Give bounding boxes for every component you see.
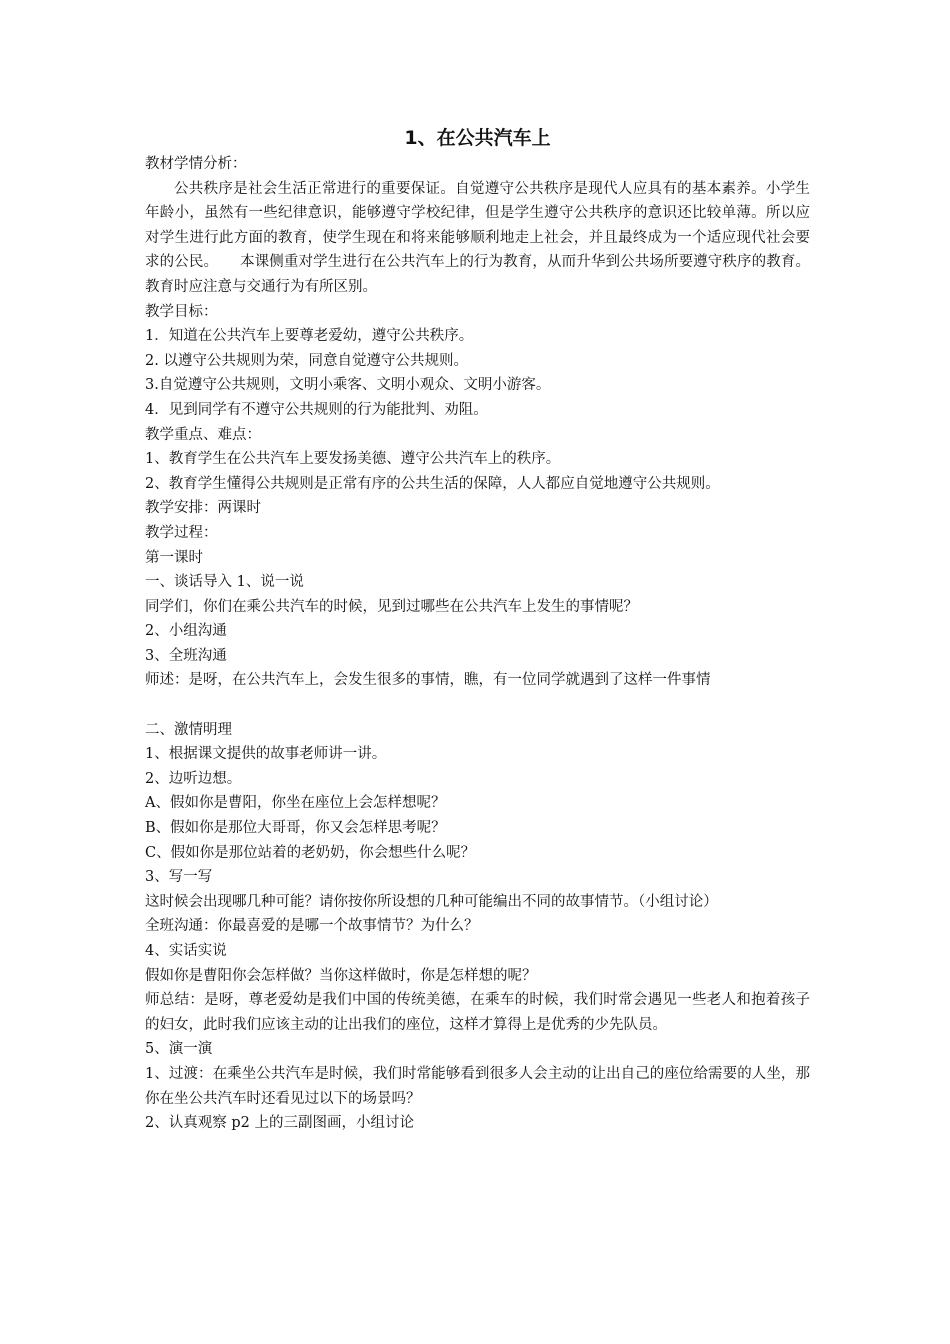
reasoning-item-1: 1、根据课文提供的故事老师讲一讲。 <box>145 746 387 763</box>
reasoning-item-5: 5、演一演 <box>145 1041 213 1058</box>
section-heading-analysis: 教材学情分析： <box>145 156 247 172</box>
schedule-line: 教学安排：两课时 <box>145 500 261 517</box>
goal-item-2: 2. 以遵守公共规则为荣，同意自觉遵守公共规则。 <box>145 352 468 369</box>
class-discussion: 全班沟通：你最喜爱的是哪一个故事情节？为什么？ <box>145 918 479 935</box>
teacher-summary: 师总结：是呀，尊老爱幼是我们中国的传统美德，在乘车的时候，我们时常会遇见一些老人和抱着孩子的妇女，此时我们应该主动的让出我们的座位，这样才算得上是优秀的少先队员。 <box>145 992 810 1033</box>
analysis-paragraph: 公共秩序是社会生活正常进行的重要保证。自觉遵守公共秩序是现代人应具有的基本素养。小学生年龄小，虽然有一些纪律意识，能够遵守学校纪律，但是学生遵守公共秩序的意识还比较单薄。所以应对学生进行此方面的教育，使学生现在和将来能够顺利地走上社会，并且最终成为一个适应现代社会要求的公民。 本课侧重对学生进行在公共汽车上的行为教育，从而升华到公共场所要遵守秩序的教育。教育时应注意与交通行为有所区别。 <box>145 180 810 295</box>
reasoning-option-c: C、假如你是那位站着的老奶奶，你会想些什么呢？ <box>145 844 476 861</box>
observe-pictures: 2、认真观察 p2 上的三副图画，小组讨论 <box>145 1115 414 1132</box>
reasoning-option-a: A、假如你是曹阳，你坐在座位上会怎样想呢？ <box>145 795 446 812</box>
key-point-item-2: 2、教育学生懂得公共规则是正常有序的公共生活的保障，人人都应自觉地遵守公共规则。 <box>145 475 720 492</box>
step-group-communication: 2、小组沟通 <box>145 623 227 640</box>
document-page <box>145 124 810 1136</box>
teacher-narration: 师述：是呀，在公共汽车上，会发生很多的事情，瞧，有一位同学就遇到了这样一件事情 <box>145 672 711 689</box>
section-heading-goals: 教学目标： <box>145 303 218 320</box>
goal-item-1: 1．知道在公共汽车上要尊老爱幼，遵守公共秩序。 <box>145 328 474 345</box>
reasoning-item-3: 3、写一写 <box>145 869 213 886</box>
writing-task: 这时候会出现哪几种可能？请你按你所设想的几种可能编出不同的故事情节。（小组讨论） <box>145 893 718 910</box>
key-point-item-1: 1、教育学生在公共汽车上要发扬美德、遵守公共汽车上的秩序。 <box>145 451 561 468</box>
intro-question: 同学们，你们在乘公共汽车的时候，见到过哪些在公共汽车上发生的事情呢？ <box>145 598 638 615</box>
section-heading-process: 教学过程： <box>145 524 218 541</box>
section-heading-key-points: 教学重点、难点： <box>145 426 261 443</box>
step-class-communication: 3、全班沟通 <box>145 647 227 664</box>
goal-item-4: 4．见到同学有不遵守公共规则的行为能批判、劝阻。 <box>145 401 488 418</box>
honest-question: 假如你是曹阳你会怎样做？当你这样做时，你是怎样想的呢？ <box>145 967 537 984</box>
step-reasoning-heading: 二、激情明理 <box>145 721 232 738</box>
document-title: 1、在公共汽车上 <box>404 127 551 149</box>
reasoning-item-4: 4、实话实说 <box>145 943 227 959</box>
blank-line <box>145 693 810 718</box>
step-intro-heading: 一、谈话导入 1、说一说 <box>145 574 304 591</box>
reasoning-option-b: B、假如你是那位大哥哥，你又会怎样思考呢？ <box>145 820 446 837</box>
goal-item-3: 3.自觉遵守公共规则，文明小乘客、文明小观众、文明小游客。 <box>145 377 551 394</box>
reasoning-item-2: 2、边听边想。 <box>145 770 242 787</box>
lesson-heading: 第一课时 <box>145 549 203 566</box>
transition-paragraph: 1、过渡：在乘坐公共汽车是时候，我们时常能够看到很多人会主动的让出自己的座位给需要的人坐，那你在坐公共汽车时还看见过以下的场景吗？ <box>145 1065 810 1107</box>
